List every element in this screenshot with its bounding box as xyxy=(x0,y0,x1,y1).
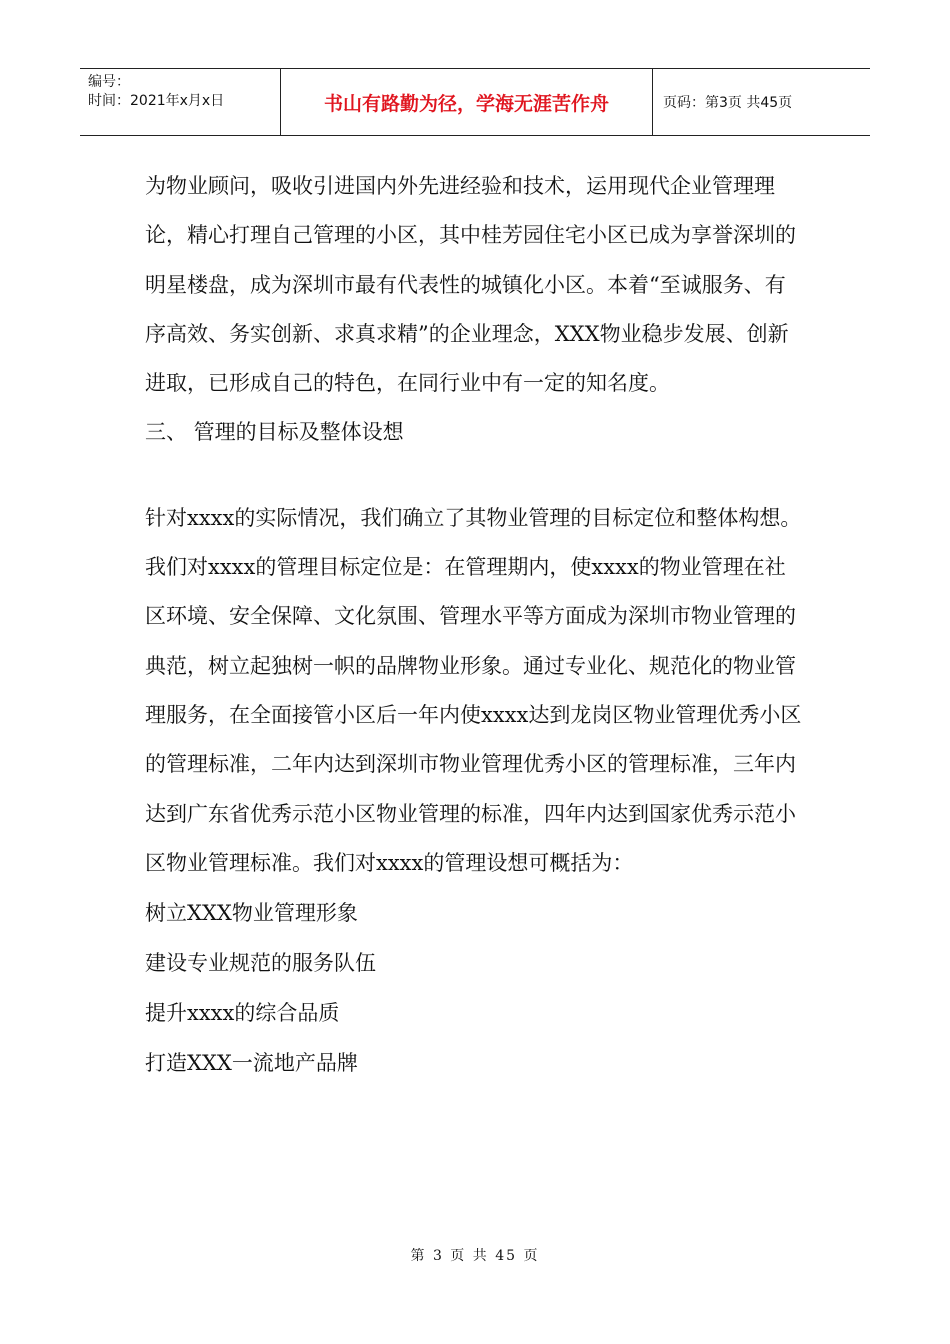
header-meta xyxy=(80,69,281,135)
page-header xyxy=(80,68,870,136)
document-time-label: 时间：2021年x月x日 xyxy=(88,93,225,109)
list-item: 提升xxxx的综合品质 xyxy=(145,1001,340,1026)
paragraph-intro: 为物业顾问，吸收引进国内外先进经验和技术，运用现代企业管理理论，精心打理自己管理的小区，其中桂芳园住宅小区已成为享誉深圳的明星楼盘，成为深圳市最有代表性的城镇化小区。本着“至诚服务、有序高效、务实创新、求真求精”的企业理念，XXX物业稳步发展、创新进取，已形成自己的特色，在同行业中有一定的知名度。 xyxy=(145,174,796,396)
page-footer: 第 3 页 共 45 页 xyxy=(410,1248,540,1264)
header-slogan: 书山有路勤为径，学海无涯苦作舟 xyxy=(281,69,653,135)
paragraph-goals: 针对xxxx的实际情况，我们确立了其物业管理的目标定位和整体构想。我们对xxxx的管理目标定位是：在管理期内，使xxxx的物业管理在社区环境、安全保障、文化氛围、管理水平等方面成为深圳市物业管理的典范，树立起独树一帜的品牌物业形象。通过专业化、规范化的物业管理服务，在全面接管小区后一年内使xxxx达到龙岗区物业管理优秀小区的管理标准，二年内达到深圳市物业管理优秀小区的管理标准，三年内达到广东省优秀示范小区物业管理的标准，四年内达到国家优秀示范小区物业管理标准。我们对xxxx的管理设想可概括为： xyxy=(145,505,802,875)
document-body xyxy=(145,162,805,1088)
list-item: 建设专业规范的服务队伍 xyxy=(145,951,376,976)
header-page-info: 页码：第3页 共45页 xyxy=(663,95,793,111)
document-number-label: 编号： xyxy=(88,74,130,90)
section-heading: 三、 管理的目标及整体设想 xyxy=(145,420,404,445)
list-item: 打造XXX一流地产品牌 xyxy=(145,1051,358,1076)
spacer xyxy=(145,458,805,494)
list-item: 树立XXX物业管理形象 xyxy=(145,901,358,926)
